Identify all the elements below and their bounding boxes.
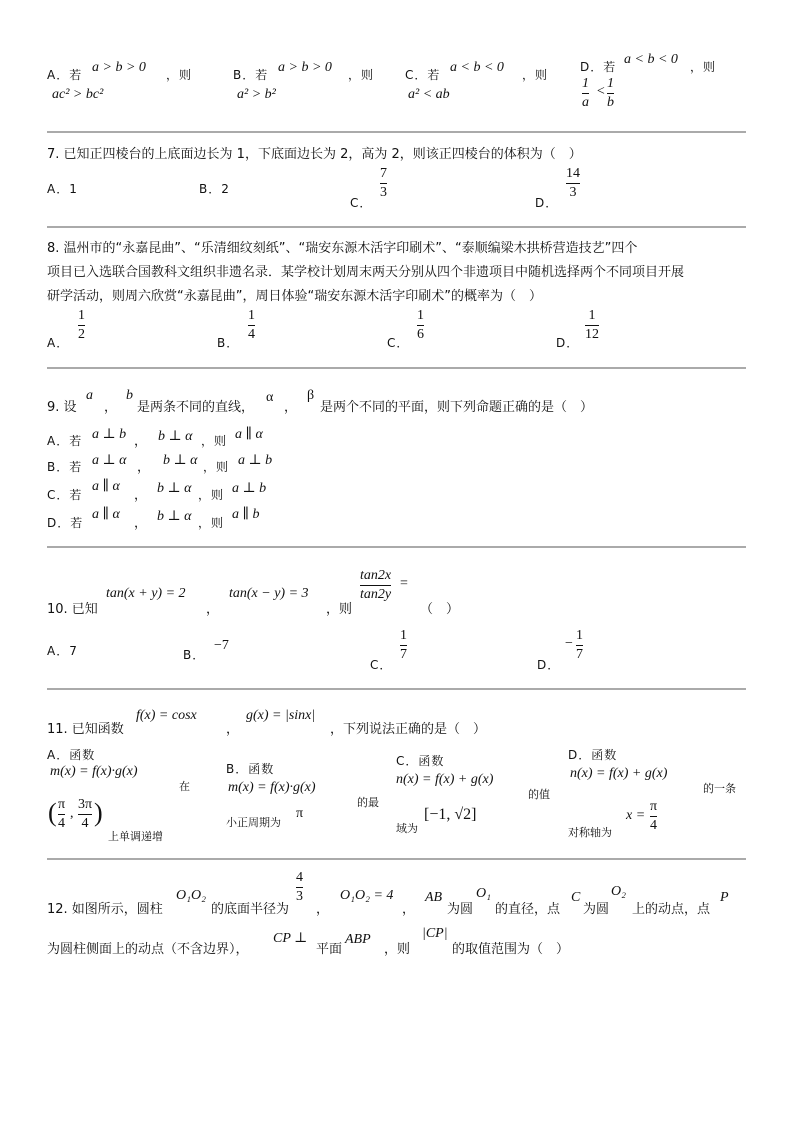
q12-r-den: 3: [296, 889, 303, 904]
q8-option-c-label: C．: [387, 336, 410, 350]
q6-option-b-then: ，则: [348, 68, 375, 82]
q12-o1: O₁: [476, 886, 491, 901]
q11-option-a-frac-r: [78, 797, 92, 832]
q9-alpha: α: [266, 390, 274, 405]
q11-a-int-rd: 4: [81, 816, 89, 831]
q8-d-num: 1: [588, 308, 596, 323]
q11-g-def: g(x) = |sinx|: [246, 708, 316, 723]
divider-4: [47, 546, 746, 548]
q9-var-b: b: [126, 388, 133, 403]
q8-stem-line-3: 研学活动，则周六欣赏“永嘉昆曲”，周日体验“瑞安东源木活字印刷术”的概率为（ ）: [47, 289, 542, 304]
q6-d-num2: 1: [607, 76, 614, 91]
q8-b-num: 1: [248, 308, 255, 323]
q8-b-den: 4: [248, 327, 255, 342]
q11-option-a-lparen: (: [48, 798, 57, 827]
q11-option-d-post-1: 的一条: [703, 782, 736, 795]
q7-option-d-label: D．: [535, 196, 559, 210]
q7-c-den: 3: [380, 185, 387, 200]
q10-option-c-label: C．: [370, 658, 393, 672]
q8-option-a-frac: [78, 308, 85, 343]
q11-option-b-post-1: 的最: [357, 796, 379, 809]
q9-option-b-cond-2: b ⊥ α: [163, 453, 198, 468]
q10-frac-den: tan2y: [360, 587, 392, 602]
q9-stem-mid: 是两条不同的直线，: [137, 400, 255, 415]
q8-d-den: 12: [585, 327, 599, 342]
q9-option-c-label: C．若: [47, 488, 83, 502]
q12-mid-2: 为圆: [447, 902, 474, 917]
q9-option-d-cond-2: b ⊥ α: [157, 509, 192, 524]
q6-d-den1: a: [582, 95, 589, 110]
q6-option-d-condition: a < b < 0: [624, 52, 678, 67]
q11-option-c-expr: n(x) = f(x) + g(x): [396, 772, 494, 787]
q9-option-a-cond-1: a ⊥ b: [92, 427, 127, 442]
q7-c-num: 7: [380, 166, 387, 181]
divider-6: [47, 858, 746, 860]
q10-c-den: 7: [400, 647, 407, 662]
q12-r-num: 4: [296, 870, 303, 885]
q8-stem-line-1: 8. 温州市的“永嘉昆曲”、“乐清细纹刻纸”、“瑞安东源木活字印刷术”、“泰顺编梁木拱桥营造技艺”四个: [47, 241, 638, 256]
q11-f-def: f(x) = cosx: [136, 708, 197, 723]
q12-comma-1: ，: [316, 902, 330, 917]
q12-o2: O₂: [611, 884, 626, 899]
q10-equals: =: [400, 576, 408, 591]
q8-option-a-label: A．: [47, 336, 70, 350]
q9-sep-2: ，: [284, 400, 298, 415]
q9-option-a-then: ，则: [201, 434, 228, 448]
q11-option-a-rparen: ): [94, 798, 103, 827]
q8-option-d-label: D．: [556, 336, 580, 350]
q11-a-int-ld: 4: [58, 816, 66, 831]
q9-option-d-label: D．若: [47, 516, 84, 530]
q10-frac-num: tan2x: [360, 568, 392, 583]
q12-mid-3: 的直径，点: [495, 902, 561, 917]
q10-comma-1: ，: [206, 602, 220, 617]
q6-option-b-label: B．若: [233, 68, 269, 82]
q11-option-b-label: B．函数: [226, 762, 275, 776]
q12-radius-frac: [296, 870, 303, 905]
q6-d-den2: b: [607, 95, 614, 110]
q11-option-a-at: 在: [179, 780, 190, 793]
q7-d-den: 3: [569, 185, 577, 200]
q9-option-c-cond-2: b ⊥ α: [157, 481, 192, 496]
q10-c-num: 1: [400, 628, 407, 643]
q10-option-b-label: B．: [183, 648, 206, 662]
q7-stem: 7. 已知正四棱台的上底面边长为 1，下底面边长为 2，高为 2，则该正四棱台的体积为（ ）: [47, 147, 582, 162]
q9-sep-1: ，: [104, 400, 118, 415]
q8-stem-line-2: 项目已入选联合国教科文组织非遗名录．某学校计划周末两天分别从四个非遗项目中随机选择两个不同项目开展: [47, 265, 685, 280]
q9-option-a-result: a ∥ α: [235, 427, 263, 442]
q6-option-c-result: a² < ab: [408, 87, 450, 102]
q12-line2-post: 的取值范围为（ ）: [452, 942, 570, 957]
q9-option-b-cond-1: a ⊥ α: [92, 453, 127, 468]
q6-d-num1: 1: [582, 76, 589, 91]
q12-mid-4: 为圆: [583, 902, 610, 917]
q11-d-den: 4: [650, 818, 658, 833]
q12-cp-perp: CP ⊥: [273, 931, 308, 946]
q9-option-d-result: a ∥ b: [232, 507, 260, 522]
q11-option-c-range: [−1, √2]: [424, 806, 477, 823]
divider-5: [47, 688, 746, 690]
divider-3: [47, 367, 746, 369]
q9-stem-post: 是两个不同的平面，则下列命题正确的是（ ）: [320, 400, 594, 415]
q12-o1o2: O₁O₂: [176, 888, 206, 903]
q6-option-d-label: D．若: [580, 60, 617, 74]
q9-option-a-cond-2: b ⊥ α: [158, 429, 193, 444]
q8-c-num: 1: [417, 308, 424, 323]
q6-option-c-label: C．若: [405, 68, 441, 82]
q9-option-d-cond-1: a ∥ α: [92, 507, 120, 522]
q12-mid-5: 上的动点，点: [632, 902, 711, 917]
q10-option-d-frac: [576, 628, 583, 663]
q7-option-d-frac: [566, 166, 580, 201]
q6-option-b-result: a² > b²: [237, 87, 276, 102]
q10-expr-1: tan(x + y) = 2: [106, 586, 186, 601]
q11-stem-post: ，下列说法正确的是（ ）: [330, 722, 487, 737]
divider-1: [47, 131, 746, 133]
divider-2: [47, 226, 746, 228]
q12-ab: AB: [425, 890, 443, 905]
q11-option-a-expr: m(x) = f(x)·g(x): [50, 764, 138, 779]
q11-option-d-expr: n(x) = f(x) + g(x): [570, 766, 668, 781]
q12-line2-pre: 为圆柱侧面上的动点（不含边界），: [47, 942, 249, 957]
q8-option-b-frac: [248, 308, 255, 343]
q8-c-den: 6: [417, 327, 424, 342]
q9-option-c-comma: ，: [134, 488, 148, 503]
q9-var-a: a: [86, 388, 93, 403]
q11-a-int-r: 3π: [78, 797, 93, 812]
q10-ratio-frac: [360, 568, 391, 603]
q8-a-den: 2: [78, 327, 85, 342]
q7-option-a: A．1: [47, 182, 78, 196]
q10-stem-pre: 10. 已知: [47, 602, 98, 617]
q9-option-d-comma: ，: [134, 516, 148, 531]
q7-option-c-label: C．: [350, 196, 373, 210]
q11-option-b-expr: m(x) = f(x)·g(x): [228, 780, 316, 795]
q9-option-b-result: a ⊥ b: [238, 453, 273, 468]
q7-option-b: B．2: [199, 182, 230, 196]
q11-option-c-post-2: 域为: [396, 822, 418, 835]
q12-comma-2: ，: [402, 902, 416, 917]
q9-beta: β: [307, 388, 315, 403]
q12-point-p: P: [720, 890, 729, 905]
q11-option-a-post: 上单调递增: [108, 830, 163, 843]
q9-option-d-then: ，则: [198, 516, 225, 530]
q10-option-a: A．7: [47, 644, 78, 658]
q6-option-d-lt: <: [596, 84, 606, 99]
q12-then: ，则: [384, 942, 411, 957]
q9-option-c-cond-1: a ∥ α: [92, 479, 120, 494]
q12-plane: 平面: [316, 942, 343, 957]
q11-option-d-label: D．函数: [568, 748, 618, 762]
q12-abs-cp: |CP|: [422, 926, 448, 941]
q10-option-c-frac: [400, 628, 407, 663]
q11-option-a-comma: ,: [70, 806, 74, 821]
q9-stem-pre: 9. 设: [47, 400, 77, 415]
q6-option-a-condition: a > b > 0: [92, 60, 146, 75]
q12-abp: ABP: [345, 932, 371, 947]
q10-d-den: 7: [576, 647, 583, 662]
q9-option-c-then: ，则: [198, 488, 225, 502]
q12-length: O₁O₂ = 4: [340, 888, 394, 903]
q6-option-c-condition: a < b < 0: [450, 60, 504, 75]
q11-option-c-label: C．函数: [396, 754, 445, 768]
q9-option-a-label: A．若: [47, 434, 83, 448]
q10-option-d-neg: −: [565, 636, 573, 651]
q11-option-c-post-1: 的值: [528, 788, 550, 801]
q11-option-a-label: A．函数: [47, 748, 96, 762]
q11-stem-pre: 11. 已知函数: [47, 722, 124, 737]
q11-d-num: π: [650, 799, 658, 814]
q6-option-c-then: ，则: [522, 68, 549, 82]
q10-option-b-value: −7: [214, 638, 229, 653]
q10-option-d-label: D．: [537, 658, 561, 672]
q10-d-num: 1: [576, 628, 583, 643]
q11-option-b-value: π: [296, 806, 304, 821]
q12-mid-1: 的底面半径为: [211, 902, 290, 917]
q11-option-d-x: x =: [626, 808, 646, 823]
q11-option-d-frac: [650, 799, 657, 834]
q9-option-b-label: B．若: [47, 460, 83, 474]
q6-option-a-then: ，则: [166, 68, 193, 82]
q7-option-c-frac: [380, 166, 387, 201]
q8-option-c-frac: [417, 308, 424, 343]
q6-option-d-frac-1: [582, 76, 589, 111]
q11-comma: ，: [226, 722, 240, 737]
q10-expr-2: tan(x − y) = 3: [229, 586, 309, 601]
q12-pre: 12. 如图所示，圆柱: [47, 902, 163, 917]
q10-then: ，则: [326, 602, 353, 617]
q6-option-b-condition: a > b > 0: [278, 60, 332, 75]
q8-option-b-label: B．: [217, 336, 240, 350]
q11-option-b-post-2: 小正周期为: [226, 816, 281, 829]
q10-paren: （ ）: [420, 602, 460, 617]
q9-option-b-comma: ，: [137, 460, 151, 475]
q9-option-a-comma: ，: [134, 434, 148, 449]
q6-option-a-result: ac² > bc²: [52, 87, 104, 102]
q6-option-d-frac-2: [607, 76, 614, 111]
q8-option-d-frac: [585, 308, 599, 343]
q9-option-b-then: ，则: [203, 460, 230, 474]
q11-option-d-post-2: 对称轴为: [568, 826, 612, 839]
q6-option-d-then: ，则: [690, 60, 717, 74]
q8-a-num: 1: [78, 308, 85, 323]
q12-point-c: C: [571, 890, 581, 905]
q11-a-int-l: π: [58, 797, 66, 812]
q9-option-c-result: a ⊥ b: [232, 481, 267, 496]
q6-option-a-label: A．若: [47, 68, 83, 82]
q7-d-num: 14: [566, 166, 580, 181]
q11-option-a-frac-l: [58, 797, 65, 832]
